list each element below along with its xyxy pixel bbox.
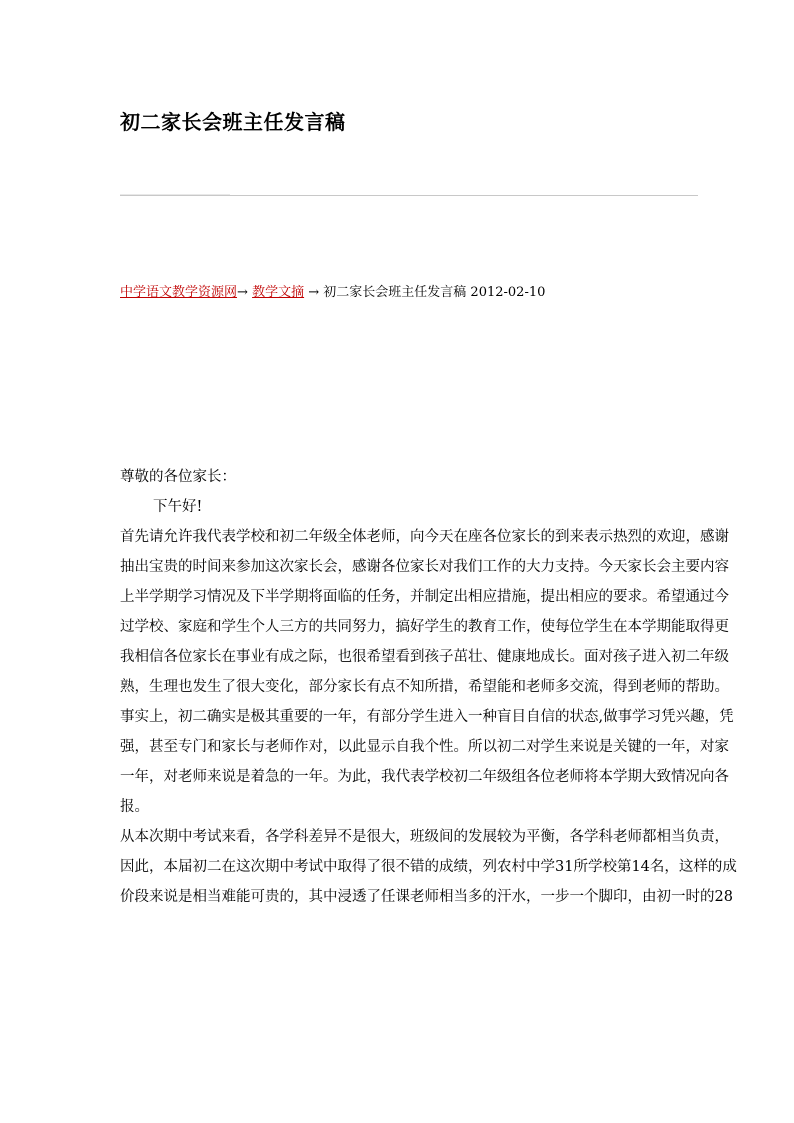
body-line: 我相信各位家长在事业有成之际，也很希望看到孩子茁壮、健康地成长。面对孩子进入初二年级: [120, 649, 729, 665]
breadcrumb-arrow: →: [308, 285, 320, 300]
body-line: 事实上，初二确实是极其重要的一年，有部分学生进入一种盲目自信的状态,做事学习凭兴趣，凭: [120, 709, 734, 725]
breadcrumb-category-link[interactable]: 教学文摘: [252, 285, 305, 300]
body-line: 因此，本届初二在这次期中考试中取得了很不错的成绩，列农村中学31所学校第14名，这样的成: [120, 859, 737, 875]
publish-date: 2012-02-10: [470, 285, 546, 300]
breadcrumb: [120, 281, 545, 300]
body-line: 熟，生理也发生了很大变化，部分家长有点不知所措，希望能和老师多交流，得到老师的帮助。: [120, 679, 729, 695]
breadcrumb-current: 初二家长会班主任发言稿: [323, 285, 467, 300]
greeting: 下午好!: [153, 499, 203, 515]
body-line: 首先请允许我代表学校和初二年级全体老师，向今天在座各位家长的到来表示热烈的欢迎，感谢: [120, 529, 729, 545]
body-line: 一年，对老师来说是着急的一年。为此，我代表学校初二年级组各位老师将本学期大致情况向各: [120, 769, 729, 785]
article-body: [120, 462, 794, 912]
salutation: 尊敬的各位家长：: [120, 469, 236, 485]
body-line: 价段来说是相当难能可贵的，其中浸透了任课老师相当多的汗水，一步一个脚印，由初一时的28: [120, 889, 733, 905]
title-divider: [120, 195, 698, 196]
breadcrumb-arrow: →: [237, 285, 248, 300]
body-line: 报。: [120, 799, 149, 815]
body-line: 从本次期中考试来看，各学科差异不是很大，班级间的发展较为平衡，各学科老师都相当负责，: [120, 829, 729, 845]
body-line: 抽出宝贵的时间来参加这次家长会，感谢各位家长对我们工作的大力支持。今天家长会主要内容: [120, 559, 729, 575]
body-line: 上半学期学习情况及下半学期将面临的任务，并制定出相应措施，提出相应的要求。希望通过今: [120, 589, 729, 605]
body-line: 过学校、家庭和学生个人三方的共同努力，搞好学生的教育工作，使每位学生在本学期能取得更: [120, 619, 729, 635]
body-line: 强，甚至专门和家长与老师作对，以此显示自我个性。所以初二对学生来说是关键的一年，对家: [120, 739, 729, 755]
breadcrumb-site-link[interactable]: 中学语文教学资源网: [120, 285, 238, 300]
page-title: 初二家长会班主任发言稿: [120, 110, 346, 134]
